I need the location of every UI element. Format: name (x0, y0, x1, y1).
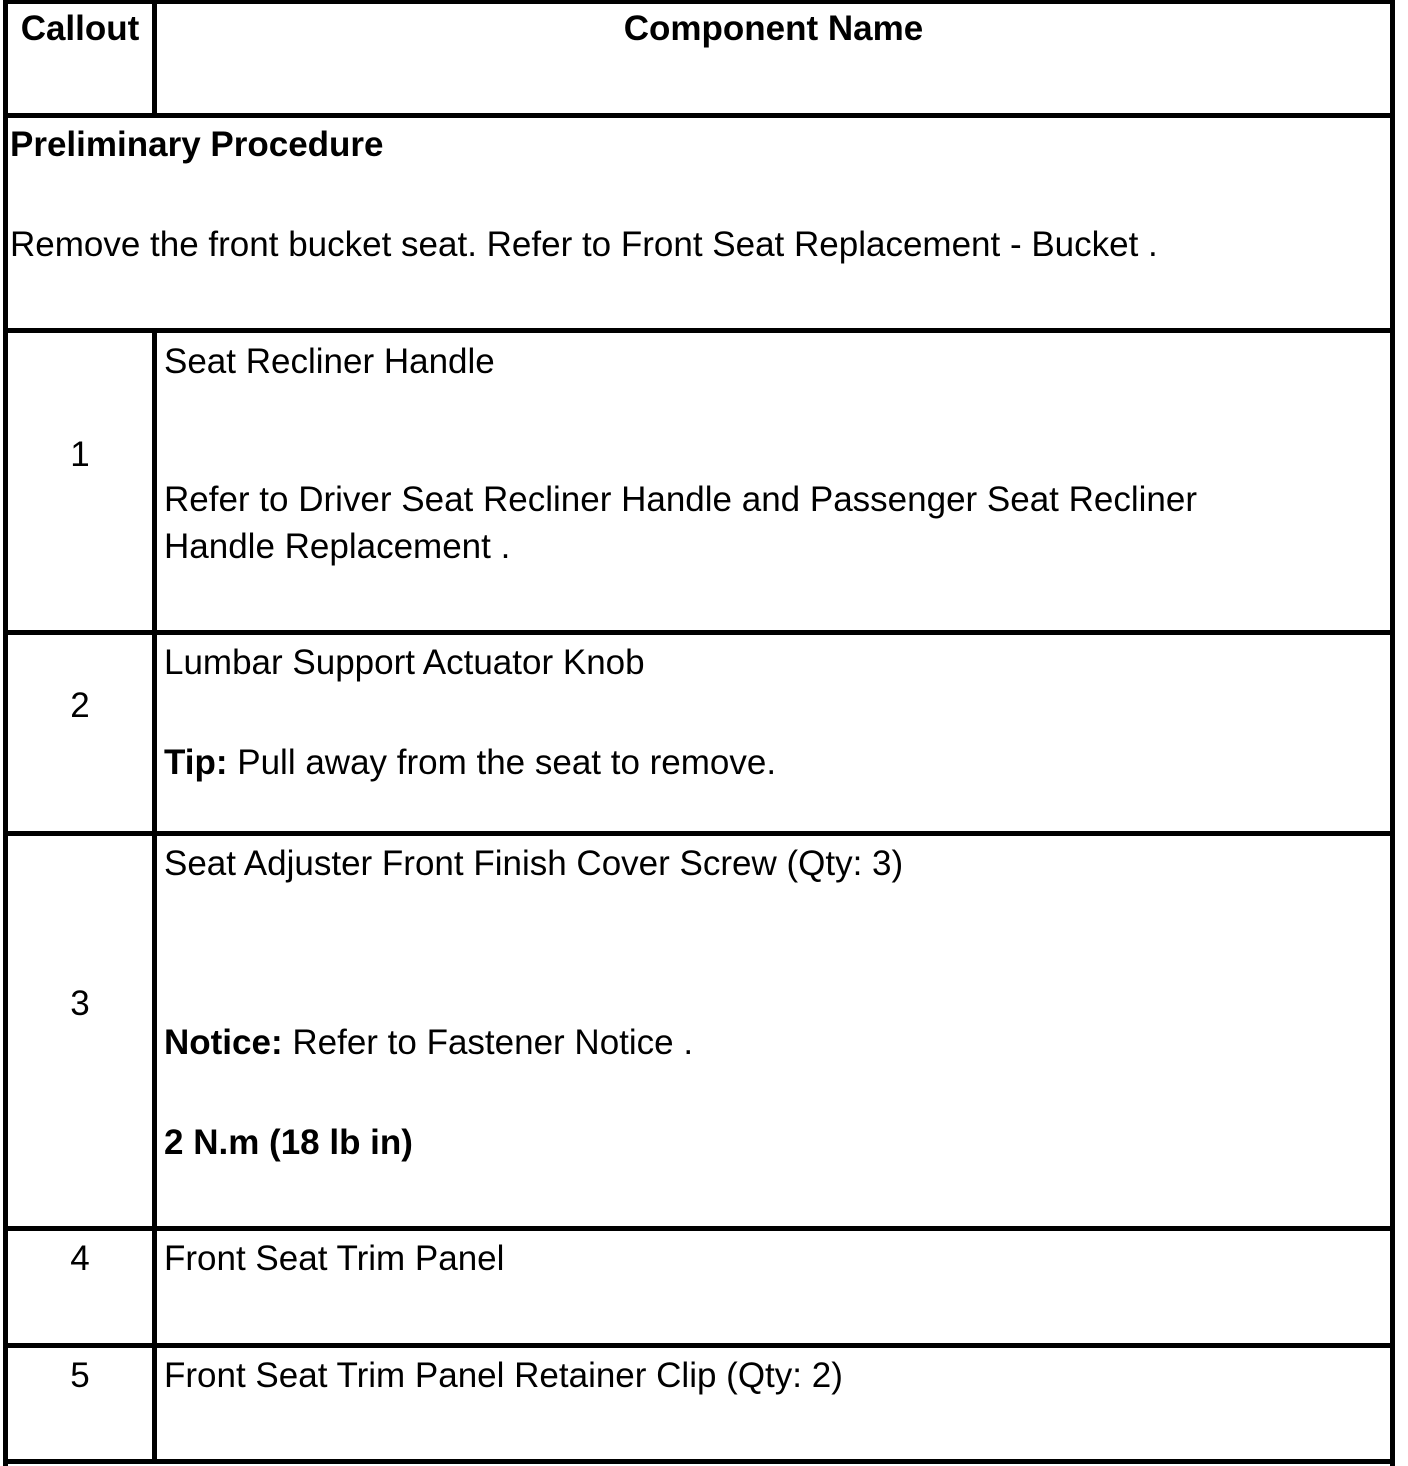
tip-text: Pull away from the seat to remove. (227, 743, 777, 782)
table-border-top (3, 0, 1395, 4)
component-reference: Refer to Driver Seat Recliner Handle and Passenger Seat Recliner (164, 480, 1198, 519)
row-divider (3, 1343, 1395, 1348)
component-name: Front Seat Trim Panel Retainer Clip (Qty: 2) (164, 1356, 843, 1395)
component-notice (164, 1019, 693, 1066)
callout-number: 1 (70, 435, 90, 474)
notice-text: Refer to Fastener Notice . (282, 1023, 694, 1062)
row-divider (3, 113, 1395, 118)
notice-label: Notice: (164, 1023, 283, 1062)
row-divider (3, 1226, 1395, 1231)
header-callout: Callout (20, 9, 140, 48)
callout-number: 2 (70, 686, 90, 725)
row-divider (3, 831, 1395, 836)
tip-label: Tip: (164, 743, 228, 782)
callout-number: 5 (70, 1356, 90, 1395)
row-divider (3, 328, 1395, 333)
table-border-bottom (3, 1459, 1395, 1464)
row-divider (3, 630, 1395, 635)
component-reference-cont: Handle Replacement . (164, 527, 511, 566)
component-name: Seat Recliner Handle (164, 342, 495, 381)
torque-spec: 2 N.m (18 lb in) (164, 1123, 413, 1162)
header-component-name: Component Name (623, 9, 924, 48)
component-tip (164, 739, 776, 786)
column-divider-body (152, 332, 157, 1462)
component-name: Front Seat Trim Panel (164, 1239, 505, 1278)
table-border-right (1390, 0, 1395, 1466)
callout-number: 3 (70, 984, 90, 1023)
preliminary-text: Remove the front bucket seat. Refer to Front Seat Replacement - Bucket . (10, 225, 1158, 264)
callout-number: 4 (70, 1239, 90, 1278)
preliminary-title: Preliminary Procedure (10, 125, 384, 164)
component-name: Lumbar Support Actuator Knob (164, 643, 645, 682)
component-name: Seat Adjuster Front Finish Cover Screw (Qty: 3) (164, 844, 904, 883)
